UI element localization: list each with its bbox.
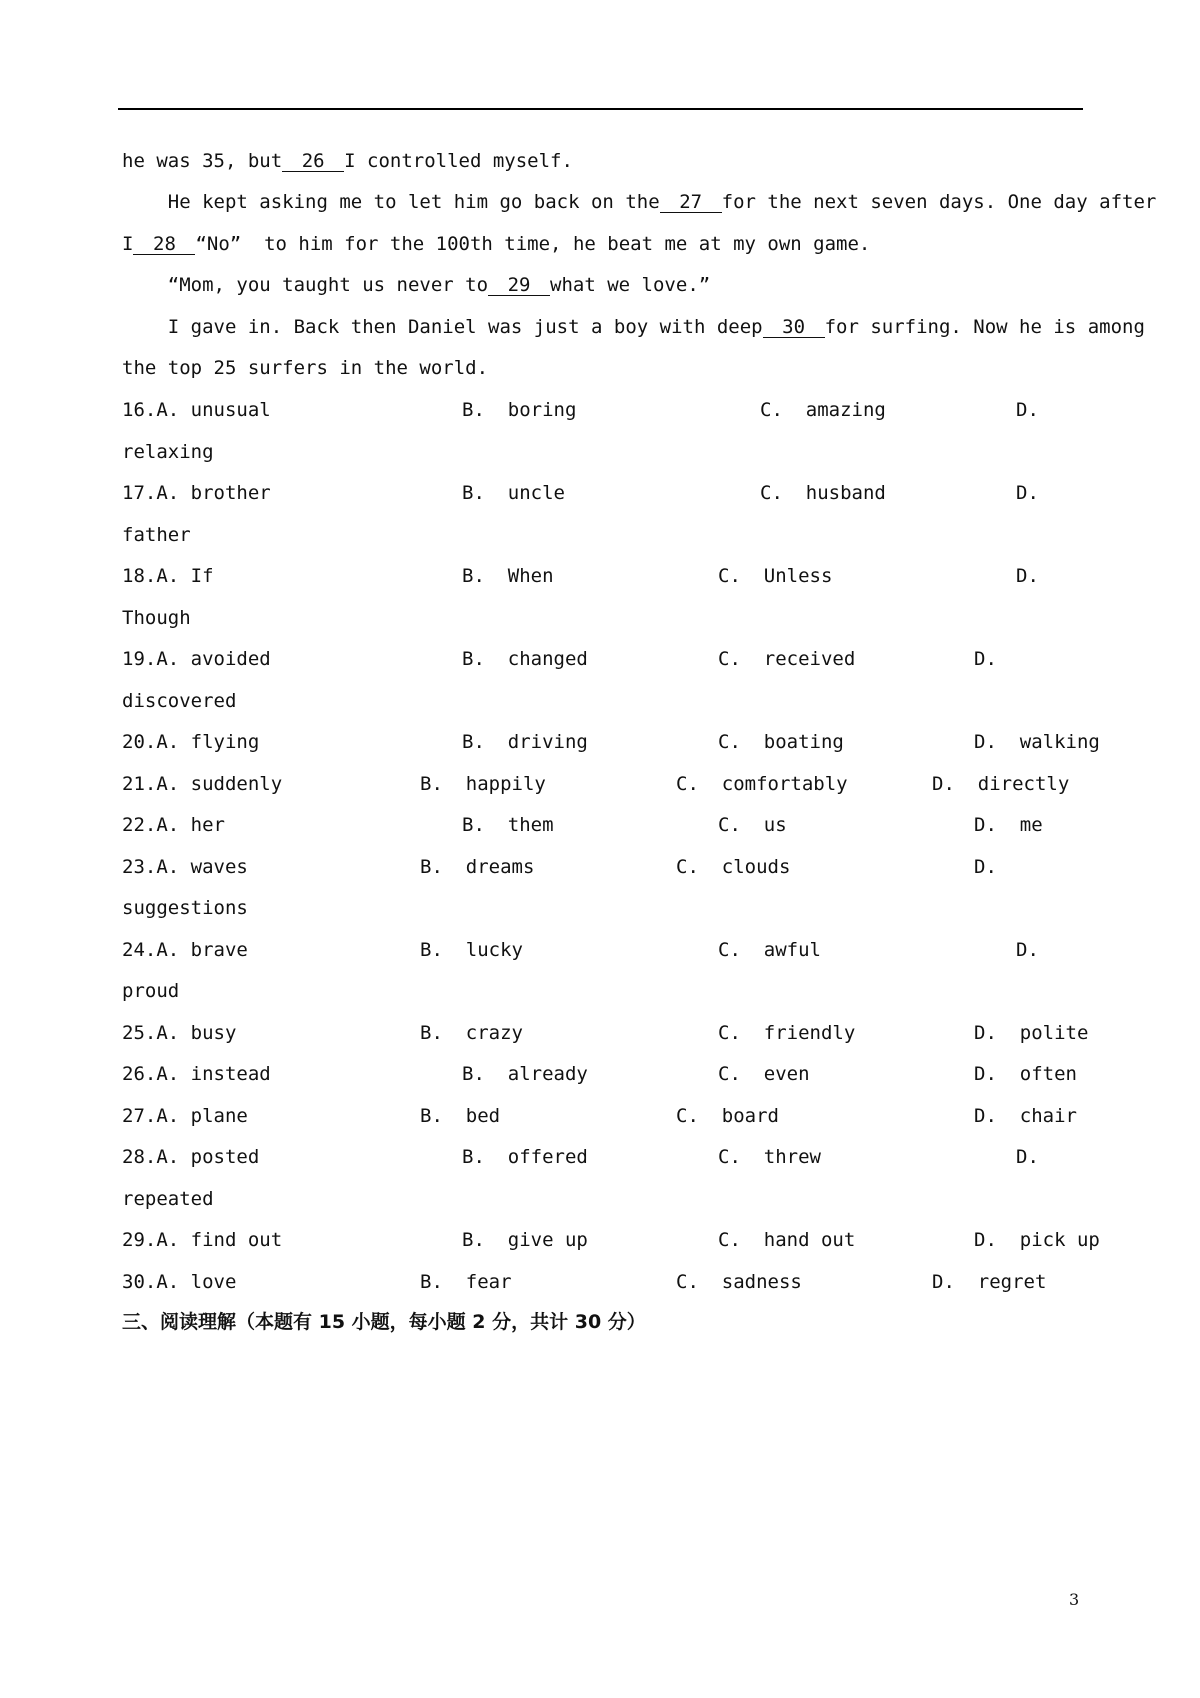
q24-option-d: D.	[1016, 939, 1039, 961]
q28-option-a	[122, 1146, 259, 1168]
q16-option-d: D.	[1016, 399, 1039, 421]
q28-option-c: C. threw	[718, 1146, 821, 1168]
q18-option-a	[122, 565, 214, 587]
q28-option-d-word: repeated	[122, 1188, 214, 1210]
blank-26: 26	[282, 151, 344, 172]
q18-option-b: B. When	[462, 565, 554, 587]
blank-30: 30	[763, 317, 825, 338]
q17-option-b: B. uncle	[462, 482, 565, 504]
q22-option-b: B. them	[462, 814, 554, 836]
q23-option-d: D.	[974, 856, 997, 878]
option-a-text: love	[190, 1271, 237, 1293]
q28-option-d: D.	[1016, 1146, 1039, 1168]
passage-text: “Mom, you taught us never to	[122, 274, 489, 296]
q24-option-d-word: proud	[122, 980, 180, 1002]
option-a-text: plane	[190, 1105, 248, 1127]
q25-option-a	[122, 1022, 236, 1044]
q17-option-c: C. husband	[760, 482, 886, 504]
q27-option-d: D. chair	[974, 1105, 1077, 1127]
option-a-text: suddenly	[190, 773, 283, 795]
passage-line-4	[122, 274, 1082, 296]
option-a-text: busy	[190, 1022, 237, 1044]
passage-text: he was 35, but	[122, 150, 283, 172]
q25-option-d: D. polite	[974, 1022, 1089, 1044]
q16-option-a	[122, 399, 271, 421]
q17-option-d: D.	[1016, 482, 1039, 504]
q27-option-a	[122, 1105, 248, 1127]
blank-28: 28	[133, 234, 195, 255]
question-number: 20.A.	[122, 731, 180, 753]
question-number: 23.A.	[122, 856, 180, 878]
q24-option-a	[122, 939, 248, 961]
q26-option-a	[122, 1063, 271, 1085]
passage-line-6: the top 25 surfers in the world.	[122, 357, 489, 379]
question-number: 29.A.	[122, 1229, 180, 1251]
q29-option-d: D. pick up	[974, 1229, 1100, 1251]
question-number: 21.A.	[122, 773, 180, 795]
option-a-text: find out	[190, 1229, 283, 1251]
passage-text: for the next seven days. One day after	[721, 191, 1157, 213]
q30-option-a	[122, 1271, 236, 1293]
passage-line-3	[122, 233, 1082, 255]
passage-text: I controlled myself.	[344, 150, 573, 172]
q23-option-c: C. clouds	[676, 856, 791, 878]
q26-option-d: D. often	[974, 1063, 1077, 1085]
q20-option-c: C. boating	[718, 731, 844, 753]
q23-option-d-word: suggestions	[122, 897, 248, 919]
q18-option-d: D.	[1016, 565, 1039, 587]
question-number: 22.A.	[122, 814, 180, 836]
q19-option-b: B. changed	[462, 648, 588, 670]
q21-option-d: D. directly	[932, 773, 1070, 795]
option-a-text: brave	[190, 939, 248, 961]
option-a-text: If	[190, 565, 214, 587]
q18-option-d-word: Though	[122, 607, 191, 629]
q17-option-a	[122, 482, 271, 504]
q22-option-c: C. us	[718, 814, 787, 836]
q19-option-d: D.	[974, 648, 997, 670]
q22-option-a	[122, 814, 225, 836]
q30-option-c: C. sadness	[676, 1271, 802, 1293]
q21-option-c: C. comfortably	[676, 773, 848, 795]
q19-option-d-word: discovered	[122, 690, 237, 712]
q28-option-b: B. offered	[462, 1146, 588, 1168]
question-number: 18.A.	[122, 565, 180, 587]
question-number: 16.A.	[122, 399, 180, 421]
q27-option-b: B. bed	[420, 1105, 501, 1127]
q20-option-d: D. walking	[974, 731, 1100, 753]
q23-option-a	[122, 856, 248, 878]
passage-line-2	[122, 191, 1157, 213]
section-heading: 三、阅读理解（本题有 15 小题，每小题 2 分，共计 30 分）	[122, 1311, 646, 1333]
q16-option-c: C. amazing	[760, 399, 886, 421]
question-number: 24.A.	[122, 939, 180, 961]
question-number: 19.A.	[122, 648, 180, 670]
question-number: 27.A.	[122, 1105, 180, 1127]
page-number: 3	[1069, 1590, 1080, 1609]
question-number: 28.A.	[122, 1146, 180, 1168]
q17-option-d-word: father	[122, 524, 191, 546]
header-rule	[118, 108, 1083, 110]
option-a-text: avoided	[190, 648, 271, 670]
q19-option-a	[122, 648, 271, 670]
q30-option-b: B. fear	[420, 1271, 512, 1293]
blank-27: 27	[660, 192, 722, 213]
q19-option-c: C. received	[718, 648, 856, 670]
q24-option-c: C. awful	[718, 939, 821, 961]
passage-text: I gave in. Back then Daniel was just a boy with deep	[122, 316, 763, 338]
q20-option-a	[122, 731, 259, 753]
q18-option-c: C. Unless	[718, 565, 833, 587]
q16-option-d-word: relaxing	[122, 441, 214, 463]
q30-option-d: D. regret	[932, 1271, 1047, 1293]
q21-option-b: B. happily	[420, 773, 546, 795]
option-a-text: waves	[190, 856, 248, 878]
q29-option-a	[122, 1229, 282, 1251]
q26-option-c: C. even	[718, 1063, 810, 1085]
question-number: 25.A.	[122, 1022, 180, 1044]
q24-option-b: B. lucky	[420, 939, 523, 961]
passage-line-1	[122, 150, 1082, 172]
q23-option-b: B. dreams	[420, 856, 535, 878]
passage-line-5	[122, 316, 1145, 338]
q26-option-b: B. already	[462, 1063, 588, 1085]
question-number: 30.A.	[122, 1271, 180, 1293]
q16-option-b: B. boring	[462, 399, 577, 421]
q29-option-c: C. hand out	[718, 1229, 856, 1251]
option-a-text: her	[190, 814, 225, 836]
passage-text: He kept asking me to let him go back on the	[122, 191, 660, 213]
option-a-text: posted	[190, 1146, 260, 1168]
q20-option-b: B. driving	[462, 731, 588, 753]
q25-option-c: C. friendly	[718, 1022, 856, 1044]
q22-option-d: D. me	[974, 814, 1043, 836]
blank-29: 29	[488, 275, 550, 296]
option-a-text: flying	[190, 731, 260, 753]
question-number: 17.A.	[122, 482, 180, 504]
option-a-text: unusual	[190, 399, 271, 421]
passage-text: I	[122, 233, 134, 255]
q27-option-c: C. board	[676, 1105, 779, 1127]
passage-text: what we love.”	[550, 274, 711, 296]
q21-option-a	[122, 773, 282, 795]
option-a-text: instead	[190, 1063, 271, 1085]
passage-text: for surfing. Now he is among	[824, 316, 1145, 338]
passage-text: “No” to him for the 100th time, he beat me at my own game.	[195, 233, 871, 255]
option-a-text: brother	[190, 482, 271, 504]
q29-option-b: B. give up	[462, 1229, 588, 1251]
q25-option-b: B. crazy	[420, 1022, 523, 1044]
question-number: 26.A.	[122, 1063, 180, 1085]
